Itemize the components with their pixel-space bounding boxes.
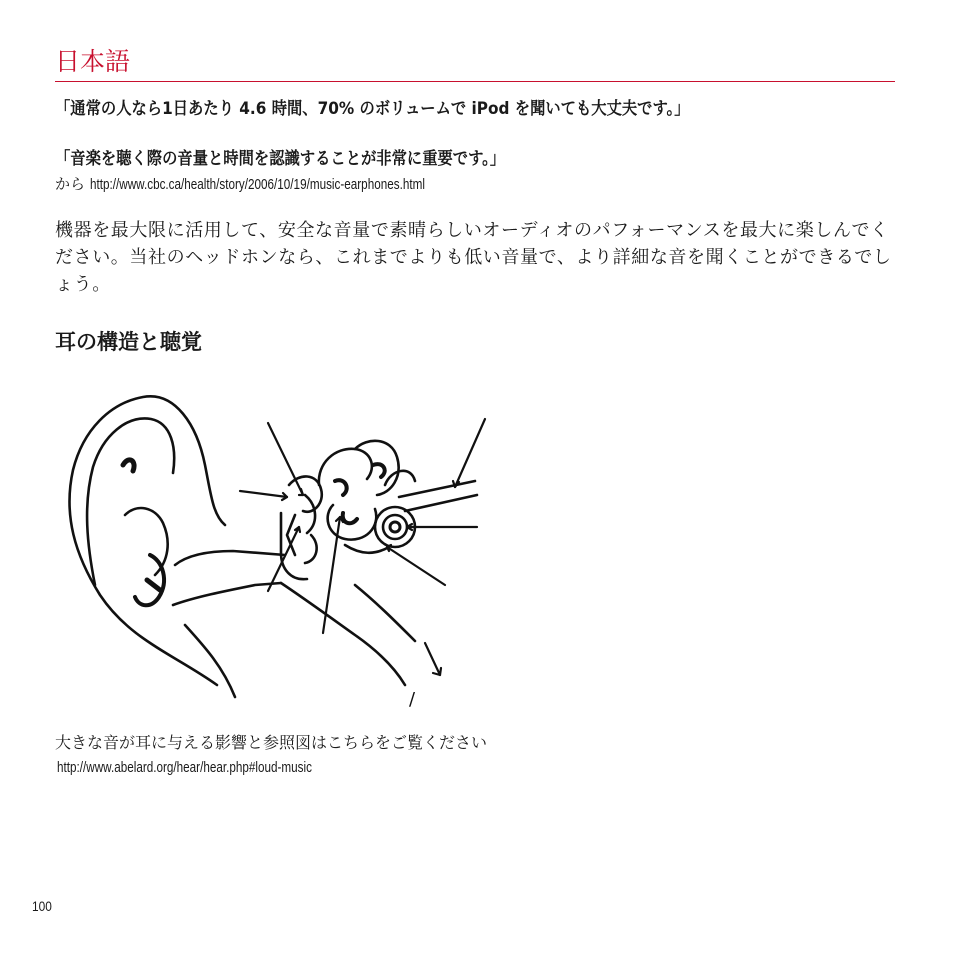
source-link[interactable]: http://www.cbc.ca/health/story/2006/10/19/music-earphones.html (89, 176, 425, 193)
section-heading: 耳の構造と聴覚 (55, 330, 202, 354)
quote-source (55, 173, 519, 196)
source-prefix: から (55, 175, 86, 193)
ear-anatomy-diagram (55, 385, 495, 710)
language-heading: 日本語 (55, 47, 131, 76)
diagram-label: / (409, 689, 416, 710)
quote-awareness: 「音楽を聴く際の音量と時間を認識することが非常に重要です。」 (55, 149, 506, 169)
heading-divider (55, 81, 895, 82)
page-number: 100 (32, 898, 52, 914)
outer-ear-drawing (69, 396, 285, 697)
reference-link[interactable]: http://www.abelard.org/hear/hear.php#loud-music (57, 759, 312, 776)
quote-listening-time: 「通常の人なら1日あたり 4.6 時間、70% のボリュームで iPod を聞いても大丈夫です。」 (55, 99, 690, 119)
pointer-lines (240, 419, 485, 675)
reference-caption: 大きな音が耳に与える影響と参照図はこちらをご覧ください (55, 733, 488, 752)
inner-ear-drawing (319, 441, 477, 553)
intro-paragraph: 機器を最大限に活用して、安全な音量で素晴らしいオーディオのパフォーマンスを最大に楽しんでください。当社のヘッドホンなら、これまでよりも低い音量で、より詳細な音を聞くことができるでしょう。 (55, 220, 892, 295)
